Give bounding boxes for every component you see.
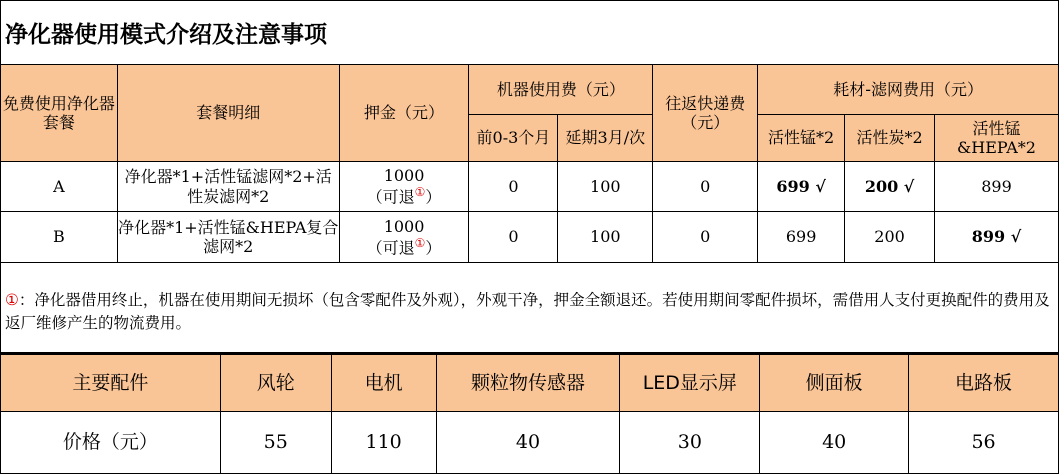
header-deposit: 押金（元） <box>339 65 469 162</box>
table-row <box>1 212 1059 263</box>
price-fan: 55 <box>220 412 331 474</box>
deposit-amount: 1000 <box>383 216 425 236</box>
note-text: ：净化器借用终止，机器在使用期间无损坏（包含零配件及外观），外观干净，押金全额退还。若使用期间零配件损坏，需借用人支付更换配件的费用及返厂维修产生的物流费用。 <box>5 291 1050 332</box>
parts-header-fan: 风轮 <box>220 354 331 412</box>
parts-header-sensor: 颗粒物传感器 <box>436 354 620 412</box>
note-mark: ① <box>5 291 19 309</box>
deposit-amount: 1000 <box>383 166 425 186</box>
price-circuit-board: 56 <box>909 412 1059 474</box>
plan-detail: 净化器*1+活性锰&HEPA复合滤网*2 <box>117 212 339 263</box>
deposit-note: （可退 <box>366 187 415 207</box>
header-usage-extend: 延期3月/次 <box>558 115 653 162</box>
header-cons-2: 活性炭*2 <box>845 115 935 162</box>
deposit-close: ） <box>425 187 442 207</box>
table-row <box>1 412 1059 474</box>
parts-header-label: 主要配件 <box>1 354 221 412</box>
deposit-cell <box>339 162 469 212</box>
plan-name: B <box>1 212 118 263</box>
refund-note <box>0 262 1059 352</box>
header-shipping: 往返快递费（元） <box>653 65 758 162</box>
usage-first: 0 <box>469 212 558 263</box>
header-consumables: 耗材-滤网费用（元） <box>758 65 1059 115</box>
page-title: 净化器使用模式介绍及注意事项 <box>0 0 1059 64</box>
header-usage-fee: 机器使用费（元） <box>469 65 653 115</box>
deposit-close: ） <box>425 238 442 258</box>
price-motor: 110 <box>331 412 436 474</box>
cons-1: 699 √ <box>758 162 845 212</box>
table-row <box>1 162 1059 212</box>
cons-2: 200 <box>845 212 935 263</box>
plan-detail: 净化器*1+活性锰滤网*2+活性炭滤网*2 <box>117 162 339 212</box>
price-label: 价格（元） <box>1 412 221 474</box>
usage-extend: 100 <box>558 212 653 263</box>
parts-header-side-panel: 侧面板 <box>760 354 909 412</box>
plan-table <box>0 64 1059 263</box>
header-cons-3: 活性锰&HEPA*2 <box>935 115 1059 162</box>
parts-header-led: LED显示屏 <box>620 354 760 412</box>
cons-2: 200 √ <box>845 162 935 212</box>
shipping: 0 <box>653 162 758 212</box>
plan-name: A <box>1 162 118 212</box>
shipping: 0 <box>653 212 758 263</box>
usage-extend: 100 <box>558 162 653 212</box>
cons-1: 699 <box>758 212 845 263</box>
price-side-panel: 40 <box>760 412 909 474</box>
deposit-note: （可退 <box>366 238 415 258</box>
parts-header-motor: 电机 <box>331 354 436 412</box>
cons-3: 899 <box>935 162 1059 212</box>
header-detail: 套餐明细 <box>117 65 339 162</box>
usage-first: 0 <box>469 162 558 212</box>
header-free-set: 免费使用净化器套餐 <box>1 65 118 162</box>
parts-price-table <box>0 352 1059 474</box>
price-sensor: 40 <box>436 412 620 474</box>
parts-header-circuit-board: 电路板 <box>909 354 1059 412</box>
deposit-cell <box>339 212 469 263</box>
header-cons-1: 活性锰*2 <box>758 115 845 162</box>
refund-footnote-mark: ① <box>414 185 426 200</box>
cons-3: 899 √ <box>935 212 1059 263</box>
refund-footnote-mark: ① <box>414 235 426 250</box>
price-led: 30 <box>620 412 760 474</box>
header-usage-first: 前0-3个月 <box>469 115 558 162</box>
